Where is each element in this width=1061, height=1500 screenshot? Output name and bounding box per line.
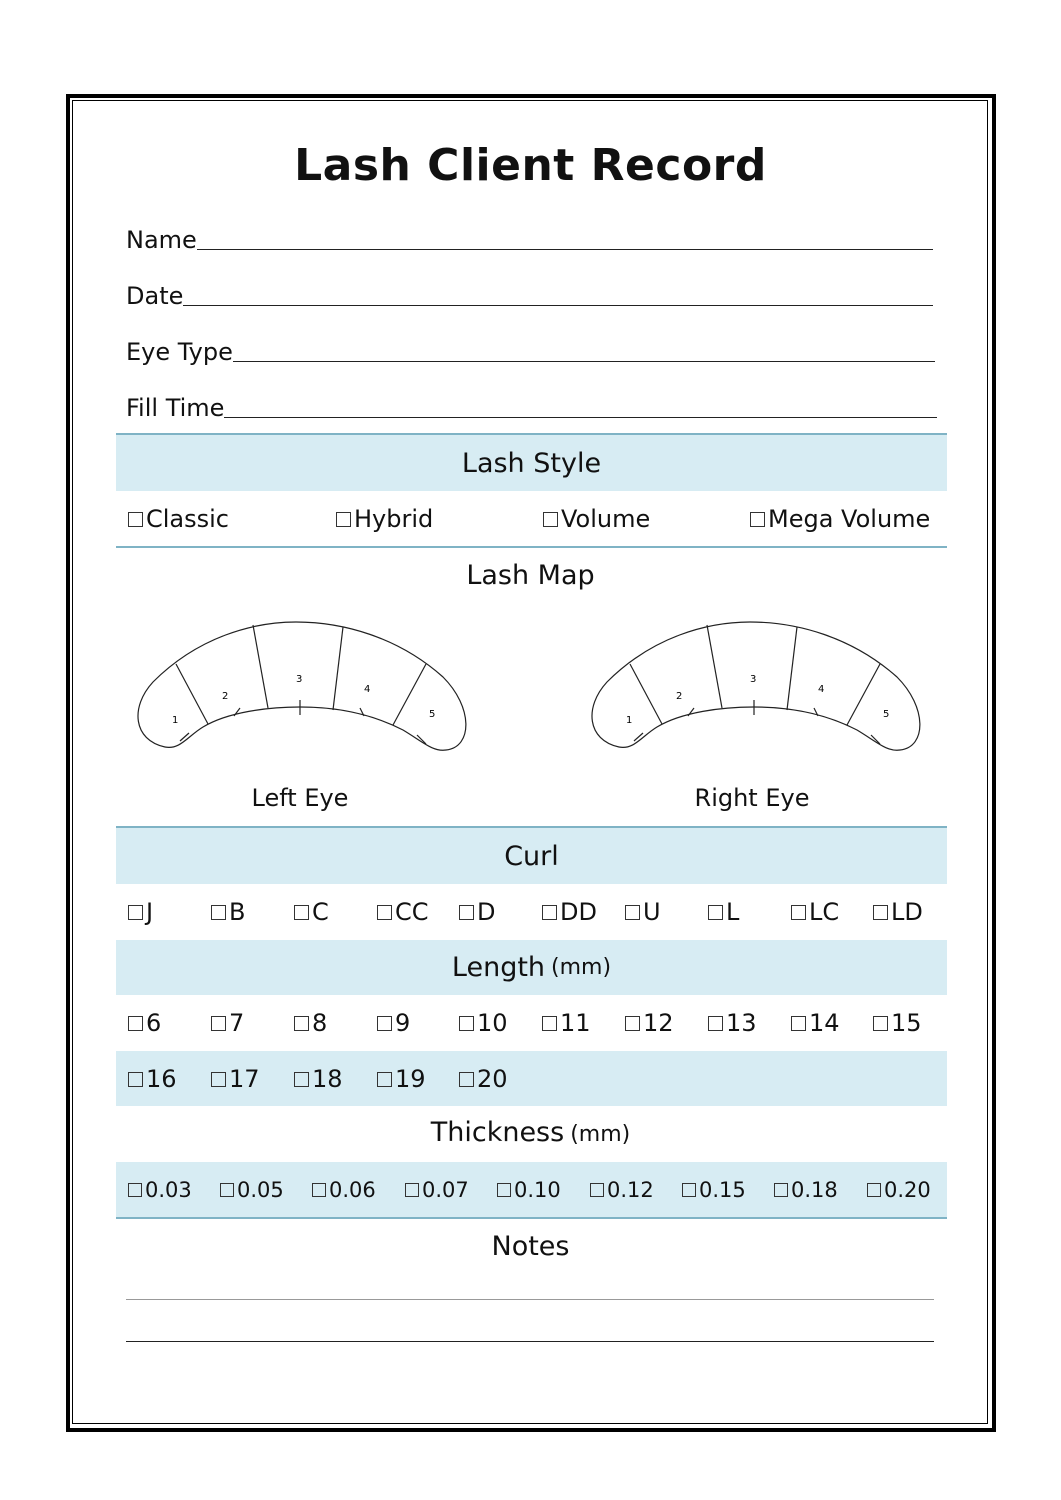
date-line <box>183 305 933 306</box>
option-label: 0.18 <box>791 1178 838 1202</box>
option-label: 0.20 <box>884 1178 931 1202</box>
checkbox[interactable] <box>128 1183 142 1197</box>
checkbox[interactable] <box>312 1183 326 1197</box>
curl-option[interactable] <box>625 898 661 926</box>
zone-label-2: 2 <box>222 691 229 702</box>
lash-style-volume[interactable] <box>543 505 650 533</box>
option-label: 20 <box>477 1065 508 1093</box>
curl-option[interactable] <box>542 898 597 926</box>
length-option[interactable] <box>377 1009 410 1037</box>
option-label: 12 <box>643 1009 674 1037</box>
lash-style-classic[interactable] <box>128 505 229 533</box>
checkbox[interactable] <box>294 1072 309 1087</box>
option-label: 11 <box>560 1009 591 1037</box>
thickness-option[interactable] <box>590 1178 654 1202</box>
length-header <box>116 940 947 995</box>
checkbox[interactable] <box>791 1016 806 1031</box>
left-eye-label: Left Eye <box>251 784 349 812</box>
length-option[interactable] <box>294 1065 343 1093</box>
option-label: 0.07 <box>422 1178 469 1202</box>
checkbox[interactable] <box>459 1016 474 1031</box>
option-label: U <box>643 898 661 926</box>
right-eye-diagram <box>582 612 932 772</box>
checkbox[interactable] <box>867 1183 881 1197</box>
checkbox[interactable] <box>750 512 765 527</box>
option-label: 0.15 <box>699 1178 746 1202</box>
thickness-heading: Thickness <box>430 1117 565 1148</box>
checkbox[interactable] <box>294 905 309 920</box>
option-label: 9 <box>395 1009 411 1037</box>
length-option[interactable] <box>128 1065 177 1093</box>
zone-label-4: 4 <box>818 684 825 695</box>
checkbox[interactable] <box>590 1183 604 1197</box>
option-label: CC <box>395 898 429 926</box>
checkbox[interactable] <box>128 1016 143 1031</box>
length-option[interactable] <box>873 1009 922 1037</box>
zone-label-5: 5 <box>429 709 436 720</box>
length-option[interactable] <box>459 1009 508 1037</box>
lash-map-heading: Lash Map <box>466 560 595 591</box>
checkbox[interactable] <box>377 1016 392 1031</box>
thickness-option[interactable] <box>774 1178 838 1202</box>
curl-option[interactable] <box>128 898 153 926</box>
option-label: Volume <box>561 505 651 533</box>
fill-time-field[interactable] <box>126 390 937 422</box>
curl-option[interactable] <box>211 898 245 926</box>
checkbox[interactable] <box>774 1183 788 1197</box>
option-label: B <box>229 898 246 926</box>
option-label: Classic <box>146 505 230 533</box>
checkbox[interactable] <box>128 512 143 527</box>
option-label: 15 <box>891 1009 922 1037</box>
checkbox[interactable] <box>211 905 226 920</box>
option-label: 18 <box>312 1065 343 1093</box>
length-unit: (mm) <box>551 955 612 980</box>
length-option[interactable] <box>128 1009 161 1037</box>
option-label: C <box>312 898 329 926</box>
lash-style-bottom-rule <box>116 546 947 548</box>
thickness-option[interactable] <box>220 1178 284 1202</box>
option-label: DD <box>560 898 597 926</box>
checkbox[interactable] <box>211 1016 226 1031</box>
eye-type-line <box>233 361 935 362</box>
option-label: LC <box>809 898 840 926</box>
lash-style-heading: Lash Style <box>461 447 602 479</box>
option-label: 17 <box>229 1065 260 1093</box>
length-option[interactable] <box>377 1065 426 1093</box>
checkbox[interactable] <box>405 1183 419 1197</box>
option-label: J <box>146 898 154 926</box>
option-label: 19 <box>395 1065 426 1093</box>
thickness-option[interactable] <box>497 1178 561 1202</box>
zone-label-2: 2 <box>676 691 683 702</box>
checkbox[interactable] <box>625 905 640 920</box>
checkbox[interactable] <box>791 905 806 920</box>
zone-label-1: 1 <box>172 715 179 726</box>
thickness-unit: (mm) <box>570 1122 631 1147</box>
checkbox[interactable] <box>128 905 143 920</box>
checkbox[interactable] <box>873 1016 888 1031</box>
thickness-option[interactable] <box>682 1178 746 1202</box>
checkbox[interactable] <box>497 1183 511 1197</box>
zone-label-5: 5 <box>883 709 890 720</box>
length-options-row-2 <box>116 1051 947 1107</box>
curl-option[interactable] <box>873 898 923 926</box>
option-label: 8 <box>312 1009 328 1037</box>
thickness-option[interactable] <box>867 1178 931 1202</box>
option-label: 14 <box>809 1009 840 1037</box>
option-label: 13 <box>726 1009 757 1037</box>
checkbox[interactable] <box>459 1072 474 1087</box>
thickness-bottom-rule <box>116 1217 947 1219</box>
checkbox[interactable] <box>220 1183 234 1197</box>
checkbox[interactable] <box>542 1016 557 1031</box>
checkbox[interactable] <box>459 905 474 920</box>
option-label: 0.03 <box>145 1178 192 1202</box>
date-label: Date <box>126 282 184 310</box>
length-option[interactable] <box>625 1009 674 1037</box>
length-heading: Length <box>451 952 546 983</box>
checkbox[interactable] <box>211 1072 226 1087</box>
curl-option[interactable] <box>459 898 495 926</box>
option-label: D <box>477 898 496 926</box>
length-option[interactable] <box>542 1009 591 1037</box>
zone-label-3: 3 <box>750 674 757 685</box>
length-option[interactable] <box>294 1009 327 1037</box>
curl-options <box>116 884 947 940</box>
checkbox[interactable] <box>708 1016 723 1031</box>
checkbox[interactable] <box>128 1072 143 1087</box>
curl-option[interactable] <box>708 898 739 926</box>
option-label: LD <box>891 898 923 926</box>
notes-line-2[interactable] <box>126 1341 934 1342</box>
zone-label-3: 3 <box>296 674 303 685</box>
thickness-option[interactable] <box>405 1178 469 1202</box>
length-option[interactable] <box>459 1065 508 1093</box>
notes-heading: Notes <box>491 1231 570 1262</box>
eye-type-label: Eye Type <box>126 338 233 366</box>
right-eye-label: Right Eye <box>694 784 810 812</box>
option-label: 10 <box>477 1009 508 1037</box>
name-label: Name <box>126 226 197 254</box>
curl-header <box>116 828 947 884</box>
checkbox[interactable] <box>708 905 723 920</box>
curl-heading: Curl <box>504 840 559 872</box>
length-option[interactable] <box>791 1009 840 1037</box>
length-option[interactable] <box>211 1065 260 1093</box>
length-options-row-1 <box>116 995 947 1051</box>
checkbox[interactable] <box>294 1016 309 1031</box>
left-eye-diagram <box>128 612 478 772</box>
curl-option[interactable] <box>791 898 839 926</box>
option-label: 0.06 <box>329 1178 376 1202</box>
checkbox[interactable] <box>873 905 888 920</box>
eye-type-field[interactable] <box>126 334 935 366</box>
fill-time-label: Fill Time <box>126 394 225 422</box>
checkbox[interactable] <box>543 512 558 527</box>
option-label: 7 <box>229 1009 245 1037</box>
thickness-option[interactable] <box>128 1178 192 1202</box>
length-option[interactable] <box>708 1009 757 1037</box>
option-label: 6 <box>146 1009 162 1037</box>
checkbox[interactable] <box>682 1183 696 1197</box>
length-option[interactable] <box>211 1009 244 1037</box>
name-field[interactable] <box>126 222 933 254</box>
curl-option[interactable] <box>377 898 429 926</box>
lash-style-options <box>116 491 947 547</box>
option-label: 16 <box>146 1065 177 1093</box>
thickness-options <box>116 1162 947 1218</box>
checkbox[interactable] <box>625 1016 640 1031</box>
checkbox[interactable] <box>542 905 557 920</box>
fill-time-line <box>224 417 937 418</box>
checkbox[interactable] <box>377 905 392 920</box>
option-label: 0.05 <box>237 1178 284 1202</box>
lash-style-header <box>116 435 947 491</box>
lash-style-hybrid[interactable] <box>336 505 433 533</box>
name-line <box>197 249 933 250</box>
lash-style-mega-volume[interactable] <box>750 505 930 533</box>
option-label: 0.12 <box>607 1178 654 1202</box>
page-title: Lash Client Record <box>294 140 767 191</box>
checkbox[interactable] <box>377 1072 392 1087</box>
checkbox[interactable] <box>336 512 351 527</box>
curl-option[interactable] <box>294 898 329 926</box>
thickness-header <box>0 1117 1061 1148</box>
zone-label-4: 4 <box>364 684 371 695</box>
option-label: Mega Volume <box>768 505 931 533</box>
option-label: 0.10 <box>514 1178 561 1202</box>
option-label: L <box>726 898 740 926</box>
thickness-option[interactable] <box>312 1178 376 1202</box>
option-label: Hybrid <box>354 505 434 533</box>
zone-label-1: 1 <box>626 715 633 726</box>
notes-line-1[interactable] <box>126 1299 934 1300</box>
date-field[interactable] <box>126 278 933 310</box>
